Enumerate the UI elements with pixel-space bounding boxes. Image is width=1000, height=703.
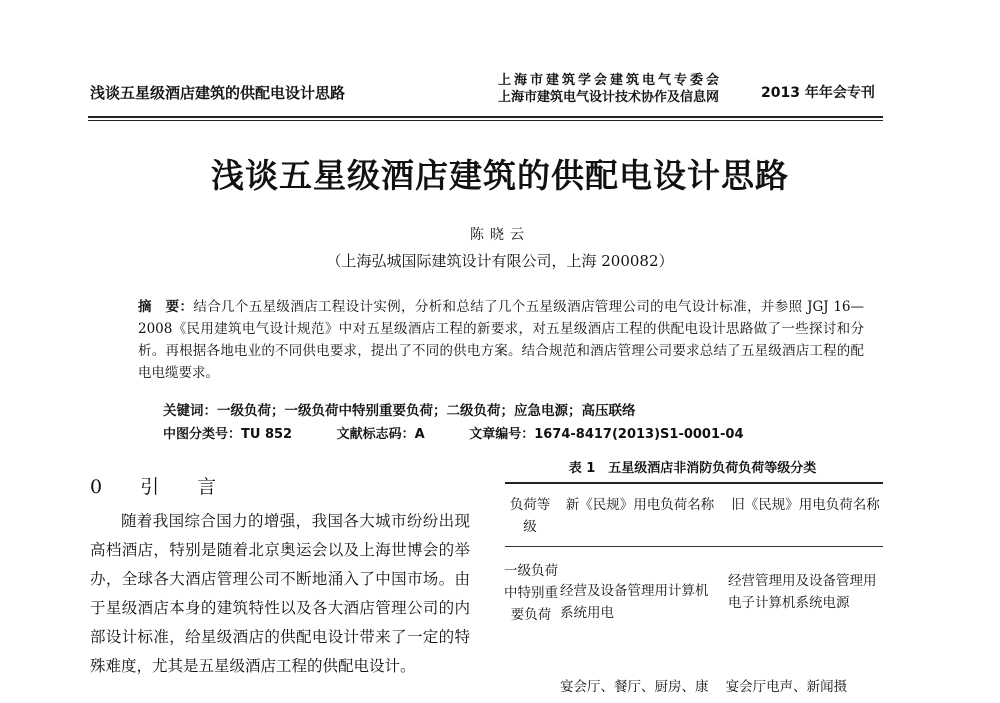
article-number: 文章编号：1674-8417(2013)S1-0001-04 (469, 427, 744, 442)
running-header-organization (498, 72, 722, 106)
document-code: 文献标志码：A (336, 427, 425, 442)
abstract (138, 296, 864, 384)
author-name: 陈晓云 (470, 227, 530, 243)
table-cell: 宴会厅、餐厅、厨房、康 (560, 679, 709, 695)
section-heading: 0 引 言 (90, 476, 233, 498)
classification-line (163, 423, 784, 442)
table-cell: 一级负荷中特别重要负荷 (504, 563, 558, 623)
table-header-cell: 负荷等级 (509, 497, 551, 535)
running-header-title: 浅谈五星级酒店建筑的供配电设计思路 (90, 84, 346, 102)
table-row (560, 676, 890, 698)
table-cell: 宴会厅电声、新闻摄 (725, 679, 848, 695)
keywords: 关键词：一级负荷；一级负荷中特别重要负荷；二级负荷；应急电源；高压联络 (163, 403, 636, 419)
table-header-rule (505, 546, 883, 547)
table-top-rule (505, 482, 883, 484)
table-header-cell: 新《民规》用电负荷名称 (565, 497, 715, 513)
table-cell: 经营及设备管理用计算机系统用电 (560, 583, 709, 621)
table-header-cell: 旧《民规》用电负荷名称 (731, 497, 880, 513)
table-cell: 经营管理用及设备管理用电子计算机系统电源 (728, 573, 877, 611)
table-caption: 表 1 五星级酒店非消防负荷负荷等级分类 (568, 461, 817, 476)
header-rule-thin (88, 120, 883, 121)
organization-line-2: 上海市建筑电气设计技术协作及信息网 (498, 90, 720, 105)
author-affiliation: （上海弘城国际建筑设计有限公司，上海 200082） (326, 252, 674, 270)
clc-number: 中图分类号：TU 852 (163, 427, 293, 442)
running-header-issue: 2013 年年会专刊 (761, 85, 875, 101)
abstract-label: 摘 要： (138, 299, 194, 315)
organization-line-1: 上海市建筑学会建筑电气专委会 (498, 73, 723, 88)
intro-paragraph: 随着我国综合国力的增强，我国各大城市纷纷出现高档酒店，特别是随着北京奥运会以及上海世博会的举办，全球各大酒店管理公司不断地涌入了中国市场。由于星级酒店本身的建筑特性以及各大酒店管理公司的内部设计标准，给星级酒店的供配电设计带来了一定的特殊难度，尤其是五星级酒店工程的供配电设计。 (90, 512, 470, 675)
header-rule-thick (88, 116, 883, 118)
abstract-text: 结合几个五星级酒店工程设计实例，分析和总结了几个五星级酒店管理公司的电气设计标准，并参照 JGJ 16—2008《民用建筑电气设计规范》中对五星级酒店工程的新要求，对五星级酒店工程的供配电设计思路做了一些探讨和分析。再根据各地电业的不同供电要求，提出了不同的供电方案。结合规范和酒店管理公司要求总结了五星级酒店工程的配电电缆要求。 (138, 299, 864, 381)
article-title: 浅谈五星级酒店建筑的供配电设计思路 (211, 156, 789, 195)
